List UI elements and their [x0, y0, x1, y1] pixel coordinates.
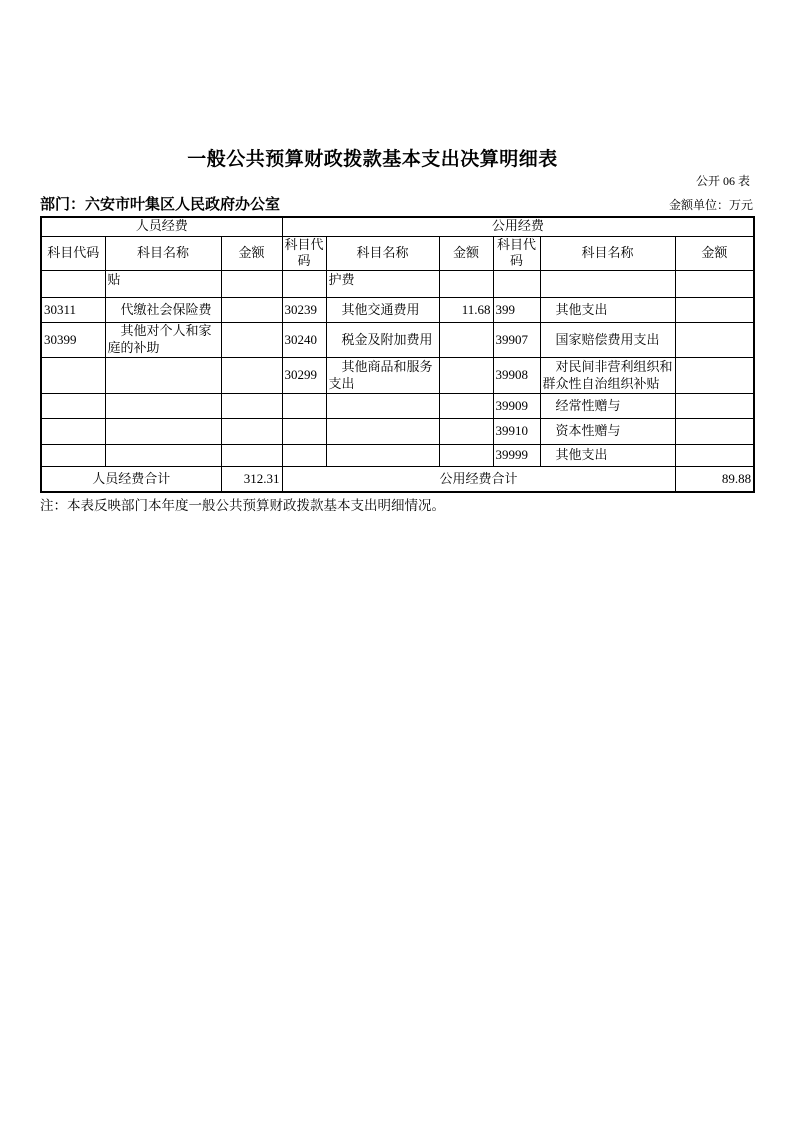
personnel-total-label: 人员经费合计 — [41, 467, 221, 492]
cell-name: 税金及附加费用 — [326, 323, 439, 358]
cell-amount — [675, 271, 754, 298]
column-header-code: 科目代码 — [493, 236, 540, 271]
cell-code — [493, 271, 540, 298]
table-row — [41, 298, 754, 323]
cell-name — [105, 445, 221, 467]
cell-name: 其他交通费用 — [326, 298, 439, 323]
cell-name: 经常性赠与 — [540, 394, 675, 419]
column-header-code: 科目代码 — [282, 236, 326, 271]
cell-name: 其他支出 — [540, 298, 675, 323]
page-title: 一般公共预算财政拨款基本支出决算明细表 — [187, 149, 558, 170]
totals-row — [41, 467, 754, 492]
table-row — [41, 323, 754, 358]
cell-code: 30399 — [41, 323, 105, 358]
cell-amount — [439, 419, 493, 445]
table-body — [41, 271, 754, 467]
public-total-amount: 89.88 — [675, 467, 754, 492]
cell-name: 贴 — [105, 271, 221, 298]
cell-code — [282, 271, 326, 298]
cell-amount — [439, 394, 493, 419]
personnel-total-amount: 312.31 — [221, 467, 282, 492]
cell-amount: 11.68 — [439, 298, 493, 323]
cell-code: 30299 — [282, 358, 326, 394]
cell-amount — [221, 419, 282, 445]
cell-code — [41, 419, 105, 445]
unit-label: 金额单位：万元 — [668, 198, 753, 212]
cell-name: 其他对个人和家庭的补助 — [105, 323, 221, 358]
cell-amount — [675, 445, 754, 467]
column-header-amount: 金额 — [675, 236, 754, 271]
cell-name: 护费 — [326, 271, 439, 298]
cell-code — [282, 394, 326, 419]
cell-amount — [675, 358, 754, 394]
cell-amount — [675, 323, 754, 358]
cell-amount — [221, 298, 282, 323]
cell-amount — [221, 358, 282, 394]
cell-name — [105, 394, 221, 419]
cell-code — [41, 394, 105, 419]
cell-amount — [439, 445, 493, 467]
column-header-name: 科目名称 — [105, 236, 221, 271]
public-total-label: 公用经费合计 — [282, 467, 675, 492]
cell-amount — [439, 358, 493, 394]
column-header-name: 科目名称 — [540, 236, 675, 271]
group-header-public: 公用经费 — [282, 217, 754, 236]
table-row — [41, 419, 754, 445]
cell-amount — [675, 419, 754, 445]
table-row — [41, 445, 754, 467]
cell-code: 39907 — [493, 323, 540, 358]
cell-amount — [439, 271, 493, 298]
cell-amount — [221, 323, 282, 358]
cell-code: 39908 — [493, 358, 540, 394]
column-header-row — [41, 236, 754, 271]
form-number: 公开 06 表 — [695, 174, 750, 188]
cell-amount — [221, 394, 282, 419]
column-header-name: 科目名称 — [326, 236, 439, 271]
column-header-code: 科目代码 — [41, 236, 105, 271]
table-row — [41, 394, 754, 419]
cell-code: 39910 — [493, 419, 540, 445]
cell-amount — [675, 298, 754, 323]
cell-code — [282, 419, 326, 445]
cell-amount — [221, 445, 282, 467]
cell-name: 对民间非营利组织和群众性自治组织补贴 — [540, 358, 675, 394]
cell-name — [105, 358, 221, 394]
cell-name: 代缴社会保险费 — [105, 298, 221, 323]
cell-code: 30311 — [41, 298, 105, 323]
cell-code: 399 — [493, 298, 540, 323]
cell-code — [282, 445, 326, 467]
group-header-personnel: 人员经费 — [41, 217, 282, 236]
cell-name — [105, 419, 221, 445]
cell-amount — [675, 394, 754, 419]
cell-code — [41, 271, 105, 298]
cell-code: 30239 — [282, 298, 326, 323]
cell-code — [41, 445, 105, 467]
meta-row — [40, 190, 753, 214]
column-header-amount: 金额 — [439, 236, 493, 271]
cell-code — [41, 358, 105, 394]
cell-name: 其他支出 — [540, 445, 675, 467]
cell-name: 资本性赠与 — [540, 419, 675, 445]
cell-name — [326, 419, 439, 445]
cell-name — [326, 445, 439, 467]
group-header-row — [41, 217, 754, 236]
cell-name: 国家赔偿费用支出 — [540, 323, 675, 358]
cell-code: 30240 — [282, 323, 326, 358]
table-note: 注：本表反映部门本年度一般公共预算财政拨款基本支出明细情况。 — [40, 498, 445, 513]
cell-code: 39999 — [493, 445, 540, 467]
table-row — [41, 271, 754, 298]
cell-name: 其他商品和服务支出 — [326, 358, 439, 394]
cell-name — [326, 394, 439, 419]
cell-code: 39909 — [493, 394, 540, 419]
cell-amount — [221, 271, 282, 298]
cell-name — [540, 271, 675, 298]
expenditure-detail-table — [40, 216, 755, 493]
department-label: 部门：六安市叶集区人民政府办公室 — [40, 197, 281, 213]
cell-amount — [439, 323, 493, 358]
table-row — [41, 358, 754, 394]
column-header-amount: 金额 — [221, 236, 282, 271]
